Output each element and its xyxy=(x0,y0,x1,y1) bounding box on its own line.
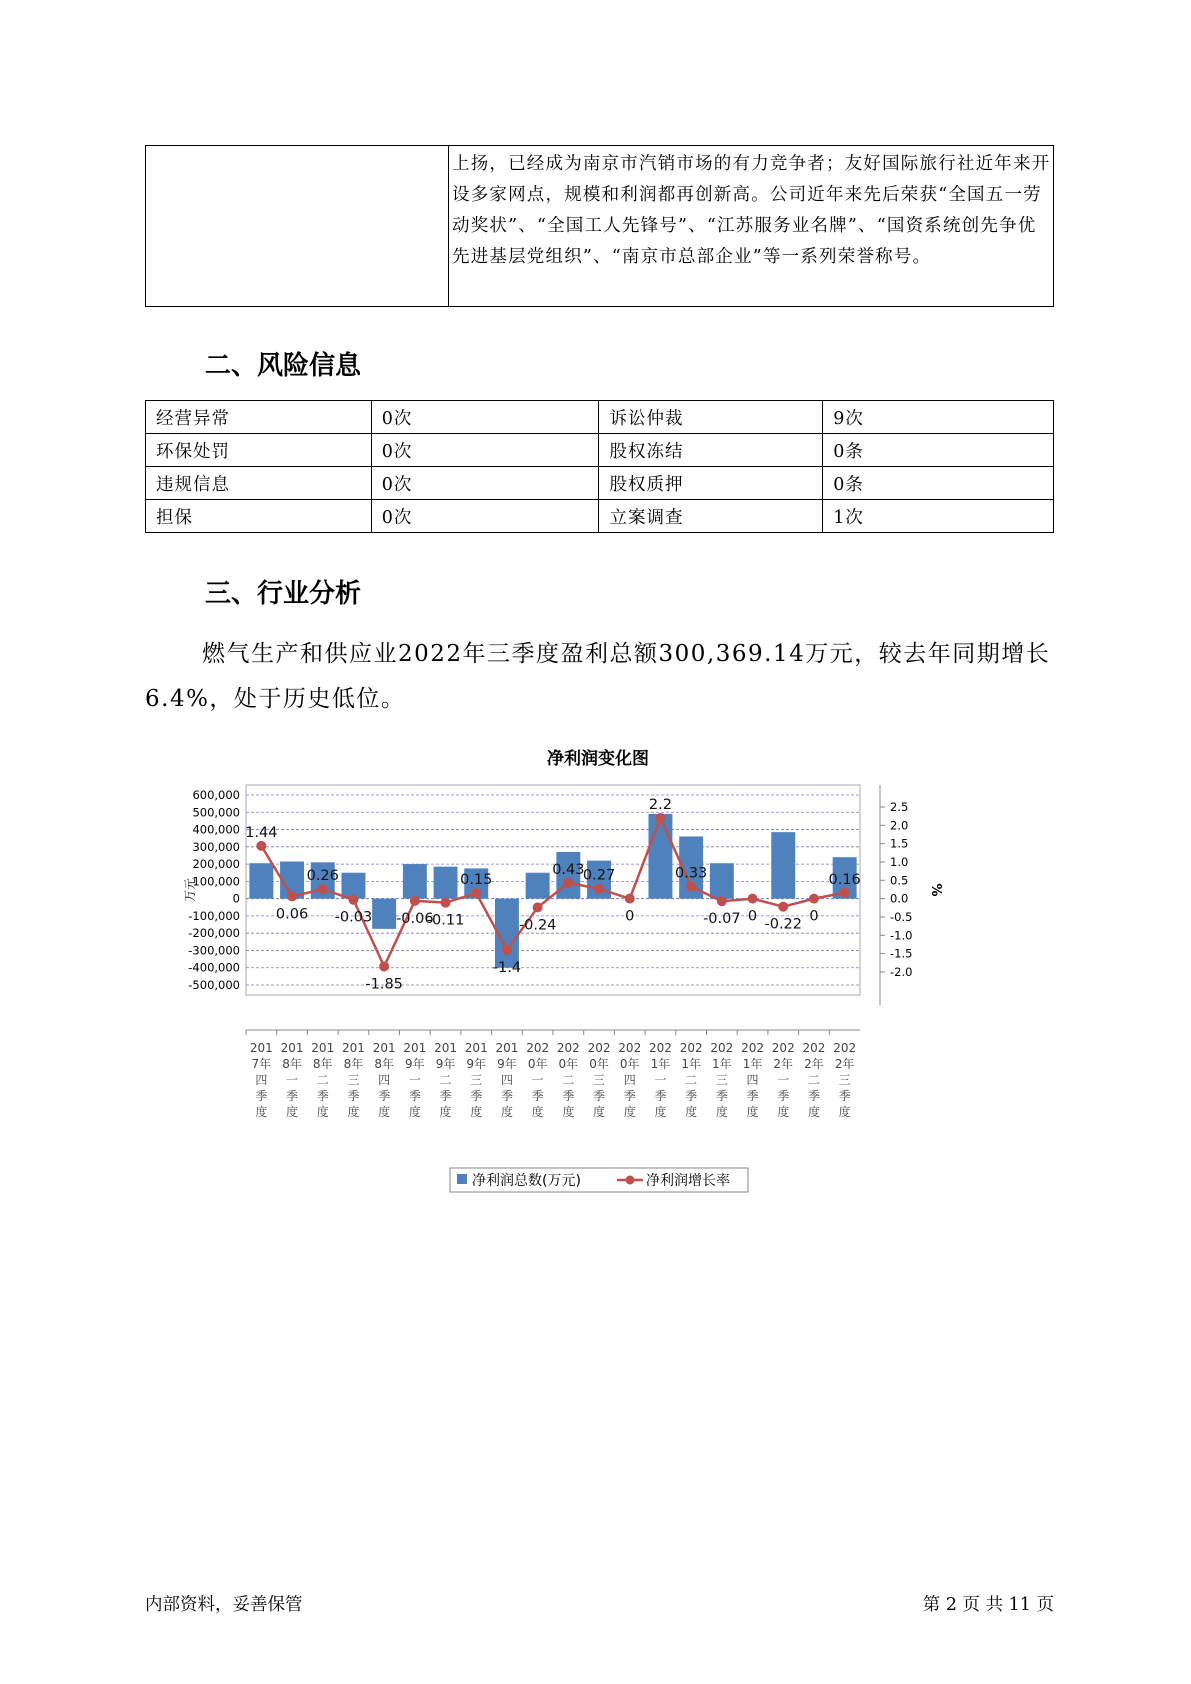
x-tick-label: 度 xyxy=(746,1105,759,1119)
x-tick-label: 201 xyxy=(280,1041,304,1055)
growth-point xyxy=(256,841,266,851)
bar xyxy=(434,867,458,899)
growth-point xyxy=(410,896,420,906)
legend-line-label: 净利润增长率 xyxy=(646,1173,730,1189)
y-tick-label: 100,000 xyxy=(192,874,240,889)
bar xyxy=(771,832,795,899)
x-tick-label: 四 xyxy=(378,1073,391,1087)
x-tick-label: 8年 xyxy=(282,1057,302,1071)
x-tick-label: 1年 xyxy=(742,1057,763,1071)
bar xyxy=(710,863,734,898)
x-tick-label: 度 xyxy=(316,1105,329,1119)
x-tick-label: 度 xyxy=(715,1105,728,1119)
x-tick-label: 度 xyxy=(500,1105,513,1119)
x-tick-label: 四 xyxy=(255,1073,268,1087)
legend-bar-swatch xyxy=(457,1174,467,1184)
x-tick-label: 1年 xyxy=(712,1057,732,1071)
x-tick-label: 度 xyxy=(531,1105,544,1119)
x-tick-label: 202 xyxy=(587,1041,611,1055)
y2-tick-label: 1.0 xyxy=(890,854,909,869)
x-tick-label: 9年 xyxy=(497,1057,517,1071)
growth-data-label: 2.2 xyxy=(648,796,672,813)
x-tick-label: 202 xyxy=(556,1041,580,1055)
growth-point xyxy=(318,884,328,894)
growth-point xyxy=(625,894,635,904)
bar xyxy=(372,899,396,929)
x-tick-label: 度 xyxy=(408,1105,421,1119)
growth-data-label: 0.33 xyxy=(675,865,708,882)
growth-point xyxy=(379,961,389,971)
risk-value: 9次 xyxy=(823,401,1054,434)
x-tick-label: 2年 xyxy=(773,1057,794,1071)
risk-row xyxy=(146,467,1054,500)
bar xyxy=(648,814,672,899)
x-tick-label: 一 xyxy=(531,1073,544,1087)
risk-label: 违规信息 xyxy=(146,467,372,500)
x-tick-label: 二 xyxy=(562,1073,575,1087)
risk-label: 担保 xyxy=(146,500,372,533)
growth-data-label: 0.06 xyxy=(275,906,309,923)
x-tick-label: 季 xyxy=(777,1089,790,1103)
x-tick-label: 季 xyxy=(286,1089,299,1103)
x-tick-label: 四 xyxy=(746,1073,759,1087)
x-tick-label: 8年 xyxy=(374,1057,394,1071)
growth-point xyxy=(594,884,604,894)
x-tick-label: 季 xyxy=(378,1089,391,1103)
growth-point xyxy=(502,945,512,955)
y-tick-label: 0 xyxy=(232,891,240,906)
x-tick-label: 季 xyxy=(408,1089,421,1103)
risk-value: 0条 xyxy=(823,434,1054,467)
x-tick-label: 202 xyxy=(648,1041,672,1055)
section-title-risk: 二、风险信息 xyxy=(205,351,362,381)
growth-point xyxy=(686,882,696,892)
x-tick-label: 一 xyxy=(408,1073,421,1087)
x-tick-label: 季 xyxy=(654,1089,667,1103)
y2-tick-label: 1.5 xyxy=(890,836,909,851)
x-tick-label: 201 xyxy=(341,1041,365,1055)
y2-tick-label: -0.5 xyxy=(890,909,913,924)
x-tick-label: 202 xyxy=(710,1041,734,1055)
growth-point xyxy=(441,898,451,908)
risk-value: 0条 xyxy=(823,467,1054,500)
growth-point xyxy=(748,894,758,904)
x-tick-label: 二 xyxy=(807,1073,820,1087)
legend-bar-label: 净利润总数(万元) xyxy=(472,1173,581,1189)
industry-paragraph: 燃气生产和供应业2022年三季度盈利总额300,369.14万元，较去年同期增长6.4%，处于历史低位。 xyxy=(145,641,1051,712)
y-tick-label: -300,000 xyxy=(188,943,240,958)
y2-tick-label: 0.5 xyxy=(890,873,909,888)
growth-data-label: 0.15 xyxy=(460,872,493,889)
x-tick-label: 季 xyxy=(500,1089,513,1103)
bar xyxy=(403,864,427,899)
growth-data-label: -1.85 xyxy=(365,976,403,993)
y2-tick-label: -1.0 xyxy=(890,928,913,943)
chart-legend xyxy=(450,1168,748,1192)
y-tick-label: -400,000 xyxy=(188,960,240,975)
x-tick-label: 二 xyxy=(685,1073,698,1087)
y2-tick-label: 0.0 xyxy=(890,891,909,906)
y-tick-label: 300,000 xyxy=(192,839,240,854)
footer-note: 内部资料，妥善保管 xyxy=(145,1595,303,1615)
growth-point xyxy=(717,896,727,906)
x-tick-label: 度 xyxy=(378,1105,391,1119)
y2-tick-label: -2.0 xyxy=(890,964,913,979)
x-tick-label: 度 xyxy=(439,1105,452,1119)
growth-data-label: 0.43 xyxy=(552,861,585,878)
risk-label: 诉讼仲裁 xyxy=(599,401,823,434)
growth-data-label: -1.4 xyxy=(492,959,522,976)
section-title-industry: 三、行业分析 xyxy=(205,579,362,609)
growth-point xyxy=(563,878,573,888)
x-tick-label: 202 xyxy=(679,1041,703,1055)
risk-row xyxy=(146,401,1054,434)
x-tick-label: 季 xyxy=(316,1089,329,1103)
y-axis-label: 万元 xyxy=(183,877,197,903)
risk-label: 立案调查 xyxy=(599,500,823,533)
y-tick-label: 500,000 xyxy=(192,805,240,820)
x-tick-label: 季 xyxy=(685,1089,698,1103)
x-tick-label: 季 xyxy=(531,1089,544,1103)
x-tick-label: 201 xyxy=(495,1041,519,1055)
x-tick-label: 度 xyxy=(623,1105,636,1119)
x-tick-label: 1年 xyxy=(650,1057,671,1071)
x-tick-label: 度 xyxy=(255,1105,268,1119)
x-tick-label: 一 xyxy=(654,1073,667,1087)
risk-value: 0次 xyxy=(371,467,599,500)
x-tick-label: 季 xyxy=(255,1089,268,1103)
x-tick-label: 季 xyxy=(838,1089,851,1103)
x-tick-label: 度 xyxy=(286,1105,299,1119)
page-number: 第 2 页 共 11 页 xyxy=(922,1595,1054,1615)
growth-data-label: -0.06 xyxy=(396,910,434,927)
risk-label: 股权质押 xyxy=(599,467,823,500)
risk-value: 0次 xyxy=(371,401,599,434)
y2-tick-label: 2.0 xyxy=(890,818,909,833)
x-tick-label: 度 xyxy=(562,1105,575,1119)
x-tick-label: 四 xyxy=(500,1073,513,1087)
growth-point xyxy=(533,902,543,912)
x-tick-label: 2年 xyxy=(804,1057,824,1071)
growth-data-label: 0.26 xyxy=(306,868,339,885)
x-tick-label: 季 xyxy=(623,1089,636,1103)
x-tick-label: 0年 xyxy=(589,1057,609,1071)
x-tick-label: 一 xyxy=(777,1073,790,1087)
y-tick-label: 600,000 xyxy=(192,788,240,802)
y-tick-label: -500,000 xyxy=(188,978,240,992)
growth-data-label: -0.24 xyxy=(518,917,557,934)
risk-value: 0次 xyxy=(371,434,599,467)
bar xyxy=(249,863,273,898)
x-tick-label: 度 xyxy=(807,1105,820,1119)
growth-point xyxy=(840,888,850,898)
growth-point xyxy=(778,902,788,912)
risk-label: 经营异常 xyxy=(146,401,372,434)
x-tick-label: 度 xyxy=(685,1105,698,1119)
x-tick-label: 202 xyxy=(526,1041,550,1055)
x-tick-label: 季 xyxy=(347,1089,360,1103)
risk-value: 0次 xyxy=(371,500,599,533)
growth-point xyxy=(809,894,819,904)
growth-data-label: 0 xyxy=(625,908,635,925)
y-tick-label: -200,000 xyxy=(188,926,240,941)
x-tick-label: 8年 xyxy=(343,1057,364,1071)
x-tick-label: 201 xyxy=(372,1041,396,1055)
x-tick-label: 202 xyxy=(802,1041,826,1055)
y2-axis-label: % xyxy=(928,883,943,897)
y-tick-label: 400,000 xyxy=(192,822,240,837)
x-tick-label: 7年 xyxy=(251,1057,272,1071)
x-tick-label: 度 xyxy=(347,1105,360,1119)
x-tick-label: 1年 xyxy=(681,1057,701,1071)
x-tick-label: 201 xyxy=(403,1041,427,1055)
growth-data-label: 1.44 xyxy=(245,824,278,841)
x-tick-label: 9年 xyxy=(405,1057,425,1071)
x-tick-label: 202 xyxy=(741,1041,765,1055)
growth-data-label: 0 xyxy=(747,908,758,925)
growth-point xyxy=(287,891,297,901)
x-tick-label: 202 xyxy=(771,1041,795,1055)
x-tick-label: 201 xyxy=(311,1041,335,1055)
x-tick-label: 三 xyxy=(838,1073,851,1087)
x-tick-label: 季 xyxy=(470,1089,483,1103)
x-tick-label: 9年 xyxy=(466,1057,487,1071)
bar xyxy=(526,873,550,899)
table-divider xyxy=(448,146,449,306)
growth-data-label: -0.22 xyxy=(764,916,803,933)
x-tick-label: 201 xyxy=(249,1041,273,1055)
risk-row xyxy=(146,434,1054,467)
x-tick-label: 一 xyxy=(286,1073,299,1087)
risk-row xyxy=(146,500,1054,533)
x-tick-label: 9年 xyxy=(435,1057,456,1071)
x-tick-label: 度 xyxy=(838,1105,851,1119)
x-tick-label: 度 xyxy=(593,1105,606,1119)
intro-text: 上扬，已经成为南京市汽销市场的有力竞争者；友好国际旅行社近年来开设多家网点，规模和利润都再创新高。公司近年来先后荣获“全国五一劳动奖状”、“全国工人先锋号”、“江苏服务业名牌”、“国资系统创先争优先进基层党组织”、“南京市总部企业”等一系列荣誉称号。 xyxy=(452,154,1051,267)
net-profit-chart xyxy=(180,740,1020,1200)
risk-table xyxy=(145,400,1054,533)
x-tick-label: 0年 xyxy=(558,1057,579,1071)
legend-line-marker xyxy=(626,1176,635,1185)
x-tick-label: 季 xyxy=(807,1089,820,1103)
growth-data-label: 0 xyxy=(809,908,819,925)
x-tick-label: 季 xyxy=(593,1089,606,1103)
x-tick-label: 202 xyxy=(833,1041,857,1055)
x-tick-label: 度 xyxy=(470,1105,483,1119)
intro-table xyxy=(145,145,1054,307)
growth-data-label: -0.11 xyxy=(426,912,465,929)
y2-tick-label: -1.5 xyxy=(890,946,913,961)
risk-label: 股权冻结 xyxy=(599,434,823,467)
chart-title: 净利润变化图 xyxy=(547,749,649,769)
growth-point xyxy=(348,895,358,905)
y2-tick-label: 2.5 xyxy=(890,800,909,814)
y-tick-label: 200,000 xyxy=(192,857,240,872)
growth-point xyxy=(471,888,481,898)
growth-data-label: -0.07 xyxy=(703,911,741,928)
growth-data-label: -0.03 xyxy=(334,909,373,926)
x-tick-label: 二 xyxy=(316,1073,329,1087)
x-tick-label: 三 xyxy=(593,1073,606,1087)
x-tick-label: 季 xyxy=(746,1089,759,1103)
x-tick-label: 201 xyxy=(464,1041,488,1055)
x-tick-label: 三 xyxy=(715,1073,728,1087)
x-tick-label: 季 xyxy=(439,1089,452,1103)
risk-label: 环保处罚 xyxy=(146,434,372,467)
x-tick-label: 三 xyxy=(470,1073,483,1087)
growth-point xyxy=(655,813,665,823)
x-tick-label: 度 xyxy=(654,1105,667,1119)
x-tick-label: 四 xyxy=(623,1073,636,1087)
y-tick-label: -100,000 xyxy=(188,908,240,923)
x-tick-label: 201 xyxy=(434,1041,458,1055)
x-tick-label: 8年 xyxy=(312,1057,333,1071)
risk-value: 1次 xyxy=(823,500,1054,533)
x-tick-label: 202 xyxy=(618,1041,642,1055)
growth-data-label: 0.27 xyxy=(582,867,616,884)
x-tick-label: 0年 xyxy=(619,1057,640,1071)
x-tick-label: 二 xyxy=(439,1073,452,1087)
x-tick-label: 度 xyxy=(777,1105,790,1119)
x-tick-label: 三 xyxy=(347,1073,360,1087)
x-tick-label: 季 xyxy=(562,1089,575,1103)
plot-area xyxy=(246,785,860,995)
x-tick-label: 季 xyxy=(715,1089,728,1103)
x-tick-label: 2年 xyxy=(834,1057,855,1071)
x-tick-label: 0年 xyxy=(527,1057,548,1071)
growth-data-label: 0.16 xyxy=(828,871,861,888)
